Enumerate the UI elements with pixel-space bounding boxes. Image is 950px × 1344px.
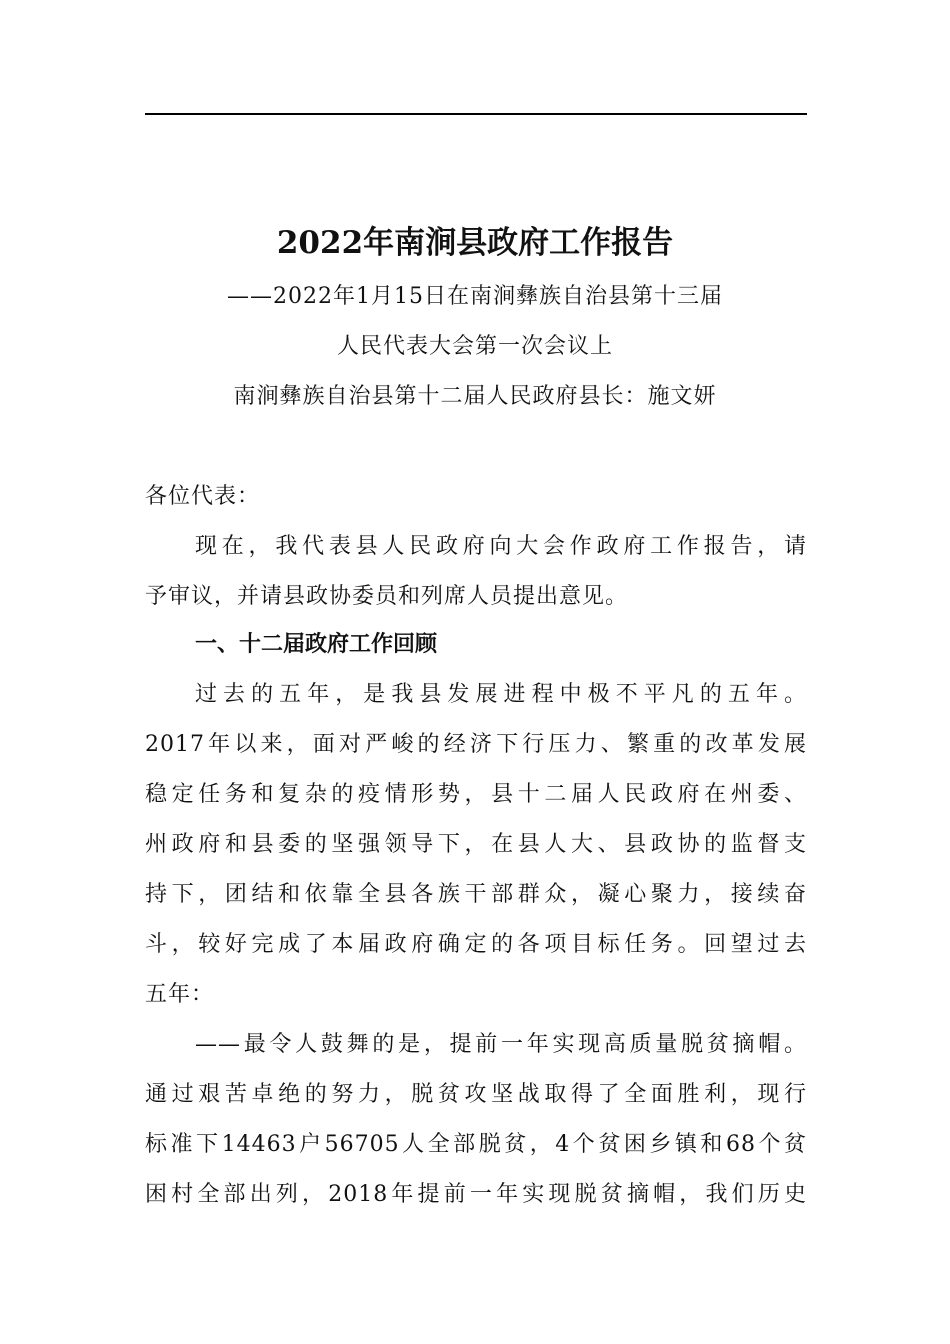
paragraph-line: 斗，较好完成了本届政府确定的各项目标任务。回望过去 — [145, 932, 807, 957]
subtitle-line-2: 人民代表大会第一次会议上 — [336, 334, 613, 359]
paragraph-line: 标准下14463户56705人全部脱贫，4个贫困乡镇和68个贫 — [145, 1132, 807, 1157]
section-heading: 一、十二届政府工作回顾 — [195, 632, 438, 657]
author-line: 南涧彝族自治县第十二届人民政府县长：施文妍 — [233, 384, 717, 409]
paragraph-line: 困村全部出列，2018年提前一年实现脱贫摘帽，我们历史 — [145, 1182, 807, 1207]
paragraph-line: 持下，团结和依靠全县各族干部群众，凝心聚力，接续奋 — [145, 882, 807, 907]
paragraph-line: 州政府和县委的坚强领导下，在县人大、县政协的监督支 — [145, 832, 807, 857]
paragraph-line: 稳定任务和复杂的疫情形势，县十二届人民政府在州委、 — [145, 782, 807, 807]
paragraph-line: 五年： — [145, 982, 215, 1007]
paragraph-line: 现在，我代表县人民政府向大会作政府工作报告，请 — [195, 534, 807, 559]
subtitle-line-1: ——2022年1月15日在南涧彝族自治县第十三届 — [227, 284, 723, 309]
paragraph-line: ——最令人鼓舞的是，提前一年实现高质量脱贫摘帽。 — [195, 1032, 807, 1057]
paragraph-line: 过去的五年，是我县发展进程中极不平凡的五年。 — [195, 682, 807, 707]
paragraph-line: 2017年以来，面对严峻的经济下行压力、繁重的改革发展 — [145, 732, 807, 757]
document-title: 2022年南涧县政府工作报告 — [276, 225, 674, 261]
header-rule — [145, 113, 807, 115]
salutation: 各位代表： — [145, 484, 261, 509]
paragraph-line: 予审议，并请县政协委员和列席人员提出意见。 — [145, 584, 629, 609]
paragraph-line: 通过艰苦卓绝的努力，脱贫攻坚战取得了全面胜利，现行 — [145, 1082, 807, 1107]
